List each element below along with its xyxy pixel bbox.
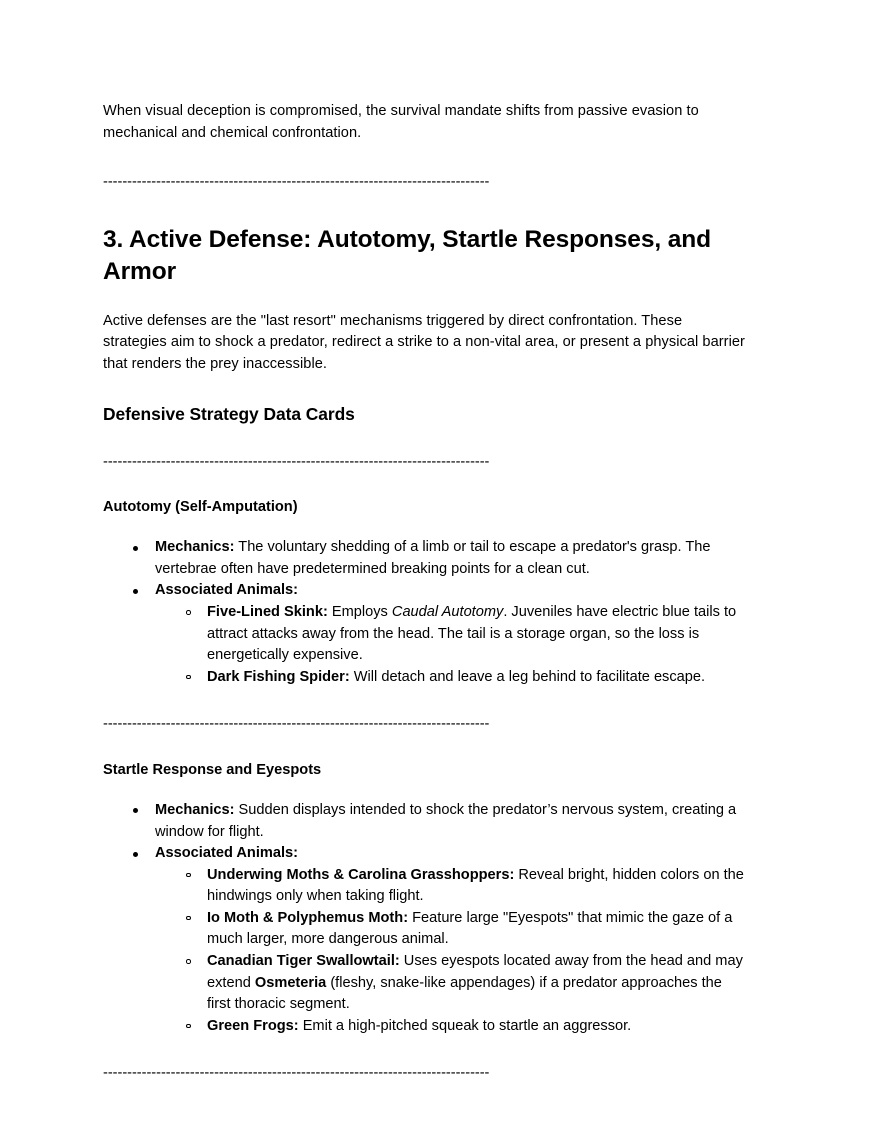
bullet-disc-icon — [133, 546, 138, 551]
intro-paragraph: When visual deception is compromised, the survival mandate shifts from passive evasion to mechanical and chemical confrontation. — [103, 103, 699, 141]
animal-text: Reveal bright, hidden colors on the hindwings only when taking flight. — [207, 866, 744, 905]
spacer — [103, 736, 748, 760]
divider-rule-2: -------------------------------------------------------------------------------- — [103, 453, 490, 470]
spacer — [103, 376, 748, 402]
associated-animals-label: Associated Animals: — [155, 582, 299, 599]
startle-animal-list — [155, 865, 748, 1038]
spacer — [103, 518, 748, 537]
document-body — [103, 101, 748, 1085]
card-title-startle: Startle Response and Eyespots — [103, 761, 322, 778]
divider-rule-3: -------------------------------------------------------------------------------- — [103, 716, 490, 733]
mechanics-text: Sudden displays intended to shock the predator’s nervous system, creating a window for flight. — [155, 801, 737, 840]
list-item — [103, 537, 748, 580]
spacer — [103, 194, 748, 224]
bullet-circle-icon — [186, 873, 191, 878]
animal-text: Emit a high-pitched squeak to startle an aggressor. — [298, 1017, 632, 1034]
animal-term-bold: Osmeteria — [254, 974, 327, 991]
autotomy-bullet-list — [103, 537, 748, 688]
list-item — [103, 580, 748, 688]
bullet-circle-icon — [186, 959, 191, 964]
animal-name: Green Frogs: — [207, 1017, 299, 1034]
animal-text-after: . Juveniles have electric blue tails to attract attacks away from the head. The tail is a storage organ, so the loss is energetically expensive. — [207, 603, 737, 664]
animal-name: Canadian Tiger Swallowtail: — [207, 953, 400, 970]
section-intro-paragraph: Active defenses are the "last resort" mechanisms triggered by direct confrontation. These strategies aim to shock a predator, redirect a strike to a non-vital area, or present a physical barrier that renders the prey inaccessible. — [103, 312, 745, 372]
animal-name: Io Moth & Polyphemus Moth: — [207, 909, 409, 926]
mechanics-label: Mechanics: — [155, 539, 235, 556]
bullet-circle-icon — [186, 1024, 191, 1029]
bullet-circle-icon — [186, 675, 191, 680]
animal-text: Feature large "Eyespots" that mimic the gaze of a much larger, more dangerous animal. — [207, 909, 733, 948]
animal-name: Underwing Moths & Carolina Grasshoppers: — [207, 866, 515, 883]
list-item — [155, 951, 748, 1016]
associated-animals-label: Associated Animals: — [155, 845, 299, 862]
divider-rule-4: -------------------------------------------------------------------------------- — [103, 1065, 490, 1082]
spacer — [103, 781, 748, 800]
list-item — [155, 667, 748, 689]
bullet-disc-icon — [133, 589, 138, 594]
bullet-disc-icon — [133, 852, 138, 857]
mechanics-label: Mechanics: — [155, 801, 235, 818]
page-title: 3. Active Defense: Autotomy, Startle Responses, and Armor — [103, 225, 712, 286]
animal-name: Dark Fishing Spider: — [207, 668, 350, 685]
spacer — [103, 144, 748, 172]
bullet-disc-icon — [133, 808, 138, 813]
spacer — [103, 473, 748, 497]
list-item — [155, 602, 748, 667]
animal-text-before: Uses eyespots located away from the head and may extend — [207, 953, 743, 991]
list-item — [155, 865, 748, 908]
startle-bullet-list — [103, 800, 748, 1038]
animal-term-italic: Caudal Autotomy — [391, 603, 504, 620]
animal-text-before: Employs — [327, 603, 392, 620]
subsection-heading: Defensive Strategy Data Cards — [103, 403, 355, 424]
bullet-circle-icon — [186, 610, 191, 615]
list-item — [103, 843, 748, 1037]
card-title-autotomy: Autotomy (Self-Amputation) — [103, 499, 298, 516]
list-item — [103, 800, 748, 843]
autotomy-animal-list — [155, 602, 748, 688]
list-item — [155, 1016, 748, 1038]
mechanics-text: The voluntary shedding of a limb or tail to escape a predator's grasp. The vertebrae often have predetermined breaking points for a clean cut. — [155, 539, 711, 577]
list-item — [155, 908, 748, 951]
divider-rule-1: -------------------------------------------------------------------------------- — [103, 174, 490, 191]
animal-name: Five-Lined Skink: — [207, 603, 328, 620]
bullet-circle-icon — [186, 916, 191, 921]
animal-text: Will detach and leave a leg behind to facilitate escape. — [349, 668, 706, 685]
spacer — [103, 289, 748, 311]
spacer — [103, 426, 748, 452]
spacer — [103, 688, 748, 714]
animal-text-after: (fleshy, snake-like appendages) if a predator approaches the first thoracic segment. — [207, 974, 722, 1013]
spacer — [103, 1037, 748, 1063]
